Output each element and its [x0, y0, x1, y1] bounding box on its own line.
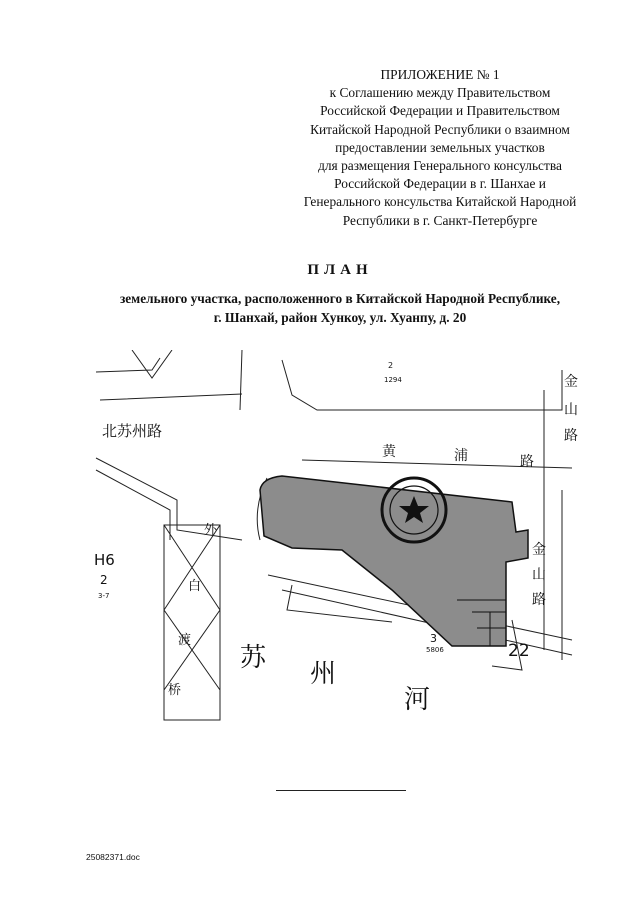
map-label-suzhou-river: 州: [310, 659, 337, 689]
map-label-suzhou-river: 河: [404, 685, 431, 715]
appendix-line: Республики в г. Санкт-Петербурге: [342, 212, 538, 228]
map-label-huangpu: 黄: [382, 444, 396, 460]
footer-rule: [276, 790, 406, 791]
appendix-line: Китайской Народной Республики о взаимном: [310, 121, 570, 137]
map-label-suzhou-river: 苏: [240, 643, 267, 673]
map-label-jinshan: 金: [532, 542, 546, 558]
plan-subtitle-line: г. Шанхай, район Хункоу, ул. Хуанпу, д. 20: [213, 309, 467, 325]
land-plot: [260, 476, 528, 646]
plot-number: 3: [430, 632, 437, 645]
map-label-waibaidu: 桥: [168, 683, 182, 698]
plot-number-right: 22: [508, 641, 530, 661]
appendix-line: Российской Федерации в г. Шанхае и: [334, 176, 546, 192]
appendix-title: ПРИЛОЖЕНИЕ № 1: [380, 67, 500, 82]
map-label-huangpu: 路: [520, 454, 534, 470]
block-subnumber: 3-7: [98, 592, 110, 600]
map-label-north-suzhou-road: 北苏州路: [102, 422, 163, 440]
map-label-waibaidu: 渡: [178, 633, 192, 648]
document-filename: 25082371.doc: [86, 852, 140, 862]
appendix-header: [262, 66, 618, 230]
block-label: H6: [94, 551, 115, 569]
plan-title: ПЛАН: [307, 262, 373, 278]
map-label-huangpu: 浦: [454, 448, 468, 464]
appendix-line: Российской Федерации и Правительством: [320, 103, 560, 119]
site-plan-map: [92, 350, 592, 730]
map-label-jinshan: 山: [564, 402, 578, 418]
plan-subtitle: [40, 290, 640, 327]
appendix-line: для размещения Генерального консульства: [318, 158, 562, 174]
appendix-line: предоставлении земельных участков: [335, 139, 545, 155]
plan-subtitle-line: земельного участка, расположенного в Китайской Народной Республике,: [119, 291, 561, 306]
map-label-waibaidu: 外: [204, 523, 218, 538]
block-number: 2: [388, 361, 394, 370]
map-label-jinshan: 山: [532, 567, 546, 583]
appendix-line: Генерального консульства Китайской Народной: [303, 194, 577, 210]
map-label-jinshan: 金: [564, 374, 578, 390]
block-subnumber: 1294: [384, 376, 402, 384]
appendix-line: к Соглашению между Правительством: [329, 85, 551, 101]
map-label-waibaidu: 白: [188, 579, 202, 594]
plot-subnumber: 5806: [426, 646, 444, 654]
block-number: 2: [100, 573, 108, 587]
map-label-jinshan: 路: [532, 592, 546, 608]
map-label-jinshan: 路: [564, 428, 578, 444]
